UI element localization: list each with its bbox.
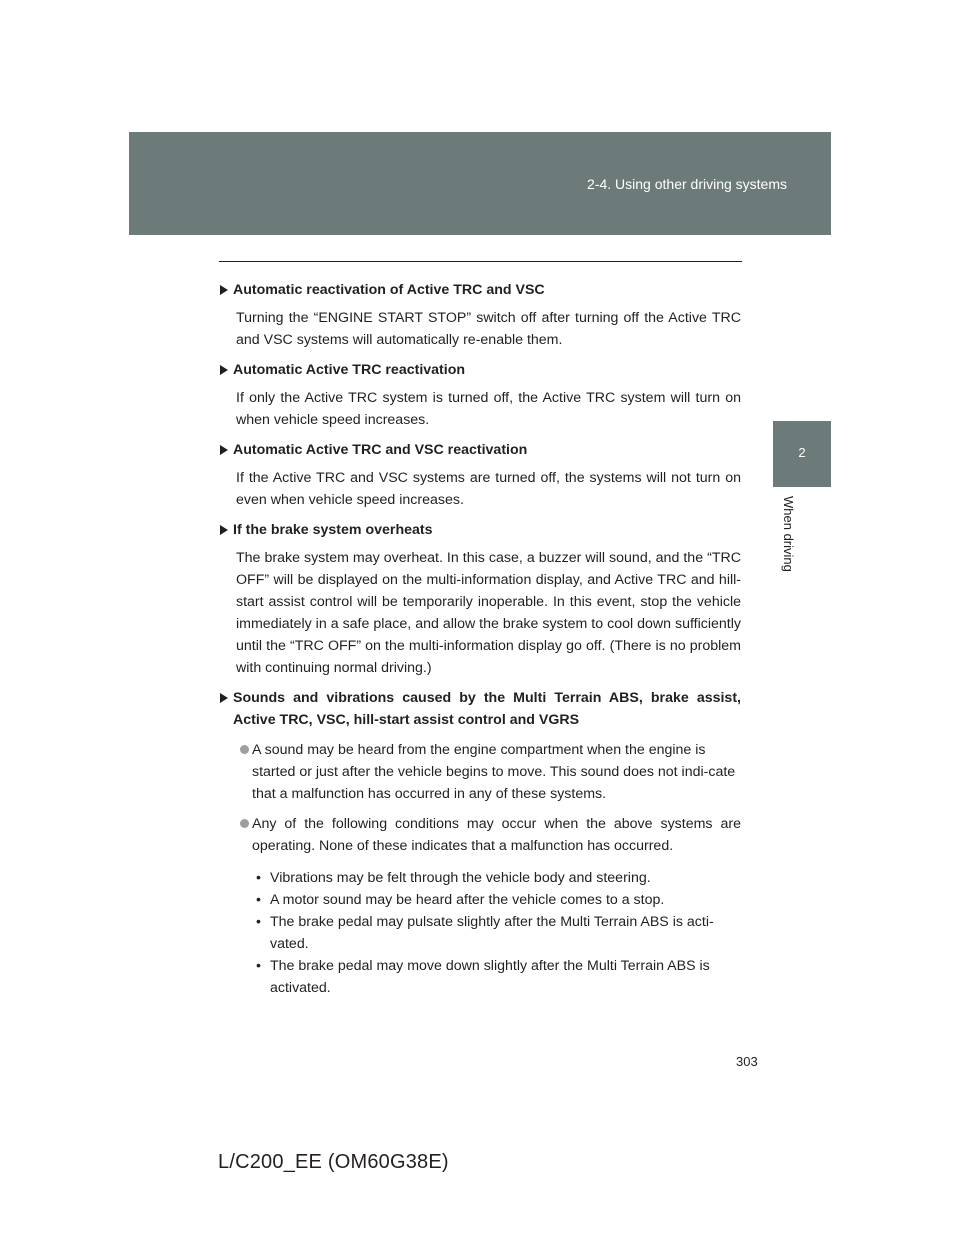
section-paragraph: If only the Active TRC system is turned off, the Active TRC system will turn on when vehicle speed increases.	[236, 390, 741, 428]
page-number: 303	[736, 1054, 758, 1069]
section-heading	[220, 439, 741, 461]
sub-item-text: A motor sound may be heard after the vehicle comes to a stop.	[270, 892, 665, 908]
triangle-bullet-icon	[220, 445, 228, 455]
top-rule	[219, 261, 742, 262]
triangle-bullet-icon	[220, 693, 228, 703]
bullet-icon: •	[256, 914, 261, 930]
heading-text: Automatic Active TRC reactivation	[233, 362, 466, 378]
document-code: L/C200_EE (OM60G38E)	[218, 1151, 449, 1173]
list-item-text: Any of the following conditions may occur when the above systems are operating. None of these indicates that a malfunction has occurred.	[252, 816, 741, 854]
list-item-text: A sound may be heard from the engine compartment when the engine is started or just after the vehicle begins to move. This sound does not indi-cate that a malfunction has occurred in any of these systems.	[252, 742, 736, 802]
section-heading	[220, 519, 741, 541]
sub-list-item	[252, 911, 741, 955]
heading-text: Automatic Active TRC and VSC reactivation	[233, 442, 528, 458]
sub-list-item	[252, 889, 741, 911]
triangle-bullet-icon	[220, 365, 228, 375]
sub-list-item	[252, 867, 741, 889]
bullet-icon: •	[256, 870, 261, 886]
sub-list-item	[252, 955, 741, 999]
section-heading	[220, 279, 741, 301]
dot-bullet-icon	[240, 819, 249, 828]
header-band	[129, 132, 831, 235]
heading-text: If the brake system overheats	[233, 522, 433, 538]
chapter-tab	[773, 421, 831, 487]
section-heading	[220, 359, 741, 381]
content-body	[220, 279, 741, 999]
section-paragraph: Turning the “ENGINE START STOP” switch off after turning off the Active TRC and VSC systems will automatically re-enable them.	[236, 310, 741, 348]
dot-bullet-icon	[240, 745, 249, 754]
bullet-icon: •	[256, 958, 261, 974]
chapter-label: When driving	[781, 496, 796, 572]
sub-item-text: The brake pedal may move down slightly after the Multi Terrain ABS is activated.	[270, 958, 710, 996]
chapter-number: 2	[798, 445, 806, 460]
section-paragraph: If the Active TRC and VSC systems are turned off, the systems will not turn on even when vehicle speed increases.	[236, 470, 741, 508]
triangle-bullet-icon	[220, 285, 228, 295]
heading-text: Automatic reactivation of Active TRC and VSC	[233, 282, 545, 298]
bullet-icon: •	[256, 892, 261, 908]
triangle-bullet-icon	[220, 525, 228, 535]
section-title: 2-4. Using other driving systems	[587, 176, 787, 192]
heading-text: Sounds and vibrations caused by the Multi Terrain ABS, brake assist, Active TRC, VSC, hill-start assist control and VGRS	[233, 690, 741, 728]
sub-list	[252, 867, 741, 999]
section-heading	[220, 687, 741, 731]
sub-item-text: The brake pedal may pulsate slightly after the Multi Terrain ABS is acti-vated.	[270, 914, 714, 952]
list-item	[240, 813, 741, 857]
section-paragraph: The brake system may overheat. In this case, a buzzer will sound, and the “TRC OFF” will be displayed on the multi-information display, and Active TRC and hill-start assist control will be temporarily inoperable. In this event, stop the vehicle immediately in a safe place, and allow the brake system to cool down sufficiently until the “TRC OFF” on the multi-information display go off. (There is no problem with continuing normal driving.)	[236, 550, 741, 676]
sub-item-text: Vibrations may be felt through the vehicle body and steering.	[270, 870, 651, 886]
list-item	[240, 739, 741, 805]
